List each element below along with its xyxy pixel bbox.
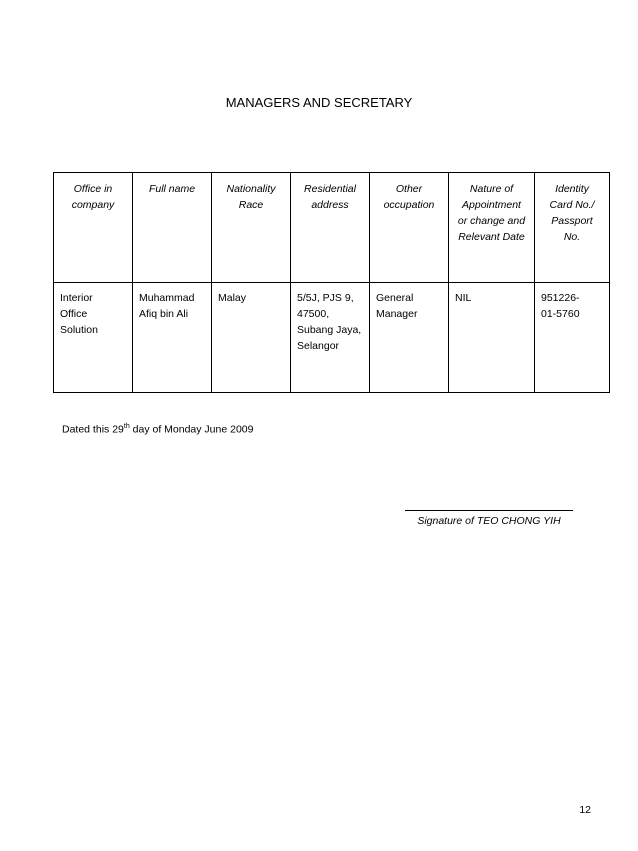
header-line: Race (238, 199, 264, 211)
dated-rest: day of Monday June 2009 (129, 423, 254, 436)
header-line: or change and (457, 215, 526, 227)
header-full-name (133, 173, 212, 283)
header-appointment (449, 173, 535, 283)
header-line: No. (563, 231, 581, 243)
header-address (291, 173, 370, 283)
header-line: Residential (304, 183, 356, 195)
cell-full-name (133, 283, 212, 393)
header-identity (535, 173, 610, 283)
cell-line: Interior (60, 292, 93, 304)
table-row (54, 283, 610, 393)
cell-line: 951226- (541, 292, 580, 304)
cell-line: Selangor (297, 340, 340, 352)
header-line: Other (395, 183, 423, 195)
cell-line: NIL (455, 292, 472, 304)
header-nationality (212, 173, 291, 283)
dated-prefix: Dated this 29 (62, 423, 124, 436)
table-header-row (54, 173, 610, 283)
header-line: occupation (383, 199, 435, 211)
header-line: Appointment (462, 199, 521, 211)
header-line: Passport (551, 215, 593, 227)
header-line: Full name (148, 183, 196, 195)
cell-appointment (449, 283, 535, 393)
cell-line: General (376, 292, 414, 304)
header-line: Relevant Date (458, 231, 525, 243)
cell-identity (535, 283, 610, 393)
page-number: 12 (579, 804, 591, 816)
cell-line: Subang Jaya, (297, 324, 362, 336)
signature-label: Signature of TEO CHONG YIH (417, 515, 561, 527)
dated-line (62, 423, 253, 436)
cell-line: Malay (218, 292, 247, 304)
header-line: Nature of (469, 183, 514, 195)
dated-ordinal: th (123, 423, 130, 430)
cell-line: Afiq bin Ali (139, 308, 189, 320)
cell-address (291, 283, 370, 393)
cell-nationality (212, 283, 291, 393)
cell-occupation (370, 283, 449, 393)
header-line: company (71, 199, 115, 211)
cell-line: Solution (60, 324, 98, 336)
managers-table (53, 172, 610, 393)
header-office (54, 173, 133, 283)
cell-office (54, 283, 133, 393)
cell-line: Muhammad (139, 292, 195, 304)
cell-line: 47500, (297, 308, 330, 320)
header-line: Nationality (226, 183, 276, 195)
header-line: Office in (73, 183, 113, 195)
header-line: address (311, 199, 349, 211)
page-title: MANAGERS AND SECRETARY (225, 95, 413, 110)
header-occupation (370, 173, 449, 283)
signature-line (405, 510, 573, 511)
header-line: Identity (555, 183, 589, 195)
cell-line: 5/5J, PJS 9, (297, 292, 354, 304)
cell-line: 01-5760 (541, 308, 580, 320)
cell-line: Office (60, 308, 88, 320)
cell-line: Manager (376, 308, 418, 320)
header-line: Card No./ (549, 199, 595, 211)
